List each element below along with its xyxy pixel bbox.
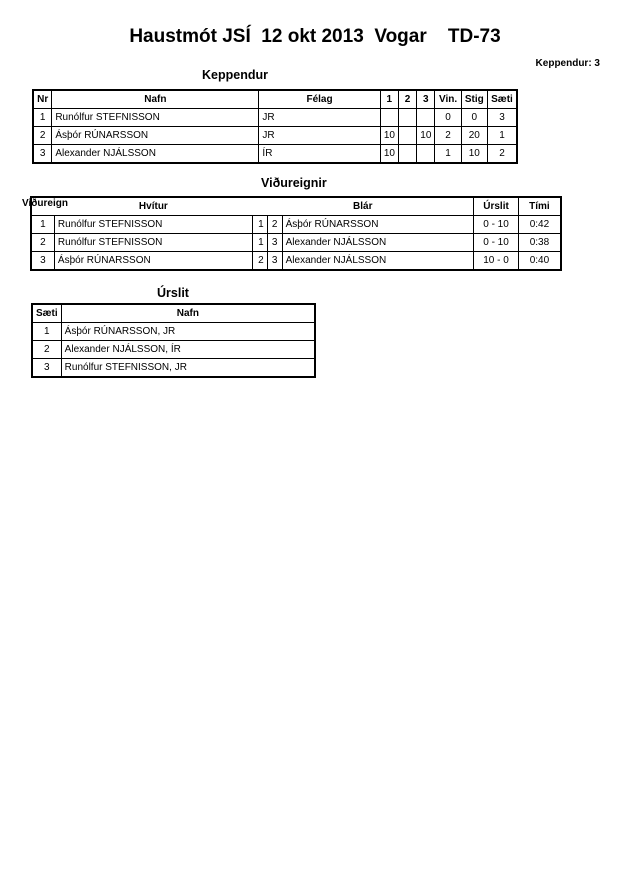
player-club: JR: [259, 109, 380, 127]
col-blue: Blár: [252, 197, 473, 216]
col-place: Sæti: [487, 90, 517, 109]
page-title: Haustmót JSÍ 12 okt 2013 Vogar TD-73: [129, 26, 501, 47]
col-time: Tími: [518, 197, 561, 216]
player-round-3: 10: [417, 127, 435, 145]
player-wins: 0: [435, 109, 461, 127]
col-result: Úrslit: [474, 197, 519, 216]
result-name: Alexander NJÁLSSON, ÍR: [61, 341, 315, 359]
match-nr: 2: [31, 234, 54, 252]
result-row: [32, 359, 315, 378]
player-name: Alexander NJÁLSSON: [52, 145, 259, 164]
match-white: Runólfur STEFNISSON: [54, 216, 252, 234]
col-match: Viðureign: [22, 198, 68, 209]
players-header-row: [33, 90, 517, 109]
match-result: 10 - 0: [474, 252, 519, 271]
result-row: [32, 341, 315, 359]
player-round-2: [398, 127, 416, 145]
player-nr: 1: [33, 109, 52, 127]
matches-header-row: [31, 197, 561, 216]
results-section-title: Úrslit: [157, 286, 189, 300]
player-row: [33, 127, 517, 145]
col-round-2: 2: [398, 90, 416, 109]
col-result-place: Sæti: [32, 304, 61, 323]
player-place: 1: [487, 127, 517, 145]
player-name: Runólfur STEFNISSON: [52, 109, 259, 127]
result-place: 1: [32, 323, 61, 341]
player-name: Ásþór RÚNARSSON: [52, 127, 259, 145]
player-place: 3: [487, 109, 517, 127]
player-round-1: 10: [380, 127, 398, 145]
match-nr: 1: [31, 216, 54, 234]
player-club: ÍR: [259, 145, 380, 164]
results-header-row: [32, 304, 315, 323]
results-table: [31, 303, 316, 378]
player-wins: 2: [435, 127, 461, 145]
player-round-3: [417, 145, 435, 164]
match-result: 0 - 10: [474, 234, 519, 252]
player-round-2: [398, 145, 416, 164]
match-white: Ásþór RÚNARSSON: [54, 252, 252, 271]
match-white-no: 1: [252, 234, 267, 252]
col-wins: Vin.: [435, 90, 461, 109]
match-blue: Alexander NJÁLSSON: [282, 234, 474, 252]
player-points: 0: [461, 109, 487, 127]
match-nr: 3: [31, 252, 54, 271]
match-blue: Ásþór RÚNARSSON: [282, 216, 474, 234]
match-white: Runólfur STEFNISSON: [54, 234, 252, 252]
result-row: [32, 323, 315, 341]
player-wins: 1: [435, 145, 461, 164]
col-points: Stig: [461, 90, 487, 109]
player-round-1: 10: [380, 145, 398, 164]
player-row: [33, 109, 517, 127]
player-nr: 2: [33, 127, 52, 145]
match-time: 0:38: [518, 234, 561, 252]
col-club: Félag: [259, 90, 380, 109]
matches-table: [30, 196, 562, 271]
players-section-title: Keppendur: [202, 68, 268, 82]
player-round-3: [417, 109, 435, 127]
match-blue-no: 3: [267, 234, 282, 252]
result-place: 2: [32, 341, 61, 359]
match-row: [31, 216, 561, 234]
col-round-3: 3: [417, 90, 435, 109]
col-name: Nafn: [52, 90, 259, 109]
player-count: Keppendur: 3: [535, 58, 600, 69]
match-white-no: 2: [252, 252, 267, 271]
player-points: 10: [461, 145, 487, 164]
players-table: [32, 89, 518, 164]
player-nr: 3: [33, 145, 52, 164]
match-result: 0 - 10: [474, 216, 519, 234]
match-time: 0:42: [518, 216, 561, 234]
player-club: JR: [259, 127, 380, 145]
match-time: 0:40: [518, 252, 561, 271]
match-white-no: 1: [252, 216, 267, 234]
player-row: [33, 145, 517, 164]
col-result-name: Nafn: [61, 304, 315, 323]
match-row: [31, 234, 561, 252]
result-name: Ásþór RÚNARSSON, JR: [61, 323, 315, 341]
col-nr: Nr: [33, 90, 52, 109]
player-points: 20: [461, 127, 487, 145]
match-row: [31, 252, 561, 271]
player-round-2: [398, 109, 416, 127]
match-blue-no: 3: [267, 252, 282, 271]
player-round-1: [380, 109, 398, 127]
result-name: Runólfur STEFNISSON, JR: [61, 359, 315, 378]
col-white: Hvítur: [54, 197, 252, 216]
col-round-1: 1: [380, 90, 398, 109]
matches-section-title: Viðureignir: [261, 176, 327, 190]
match-blue-no: 2: [267, 216, 282, 234]
match-blue: Alexander NJÁLSSON: [282, 252, 474, 271]
player-place: 2: [487, 145, 517, 164]
result-place: 3: [32, 359, 61, 378]
